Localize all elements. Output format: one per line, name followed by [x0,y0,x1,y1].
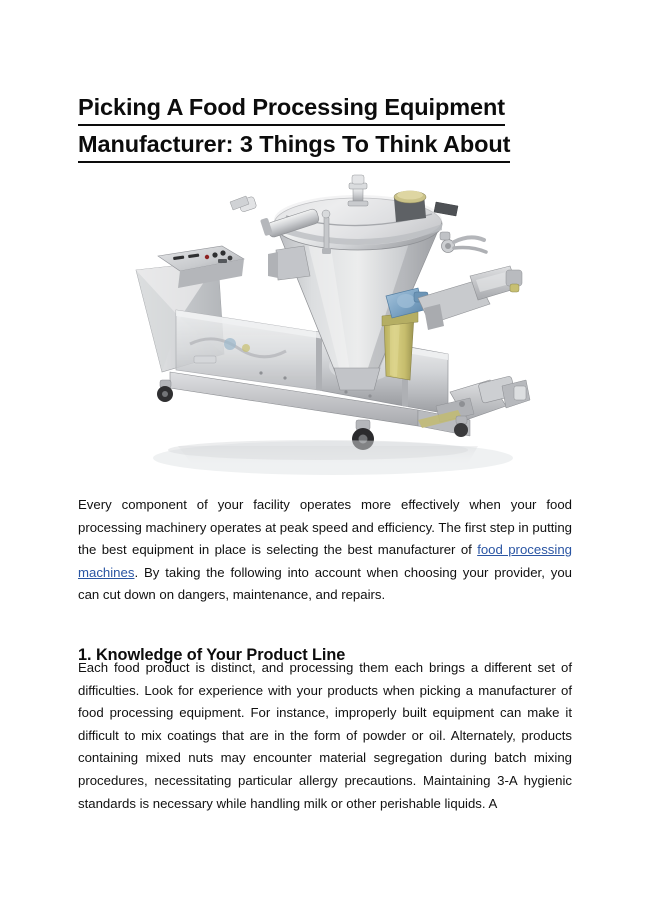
section-1-heading: 1. Knowledge of Your Product Line [78,645,346,664]
side-valve [440,232,486,253]
caster-wheel-rear-left [157,380,173,402]
intro-text-after-link: . By taking the following into account when choosing your provider, you can cut down on dangers, maintenance, and repairs. [78,564,572,603]
page-title [78,92,574,166]
section-1-paragraph: Each food product is distinct, and processing them each brings a different set of difficulties. Look for experience with your products when picking a manufacturer of food processing equipment. For instance, improperly built equipment can make it difficult to mix coatings that are in the form of powder or oil. Alternately, products containing mixed nuts may encounter material segregation during batch mixing procedures, necessitating particular allergy precautions. Maintaining 3-A hygienic standards is necessary while handling milk or other perishable liquids. A [78,660,572,811]
hopper-port-cap [394,191,426,222]
caster-wheel-right [454,416,468,437]
food-processing-machines-link[interactable]: food processing machines [78,542,572,580]
intro-paragraph [78,494,572,607]
intro-text-before-link: Every component of your facility operates more effectively when your food processing machinery operates at peak speed and efficiency. The first step in putting the best equipment in place is selecting the best manufacturer of [78,497,572,558]
page-title-line-1: Picking A Food Processing Equipment [78,92,505,126]
discharge-arm [418,266,522,330]
machine-photo [118,158,538,480]
page-title-line-2: Manufacturer: 3 Things To Think About [78,129,510,163]
machine-illustration [118,158,538,480]
